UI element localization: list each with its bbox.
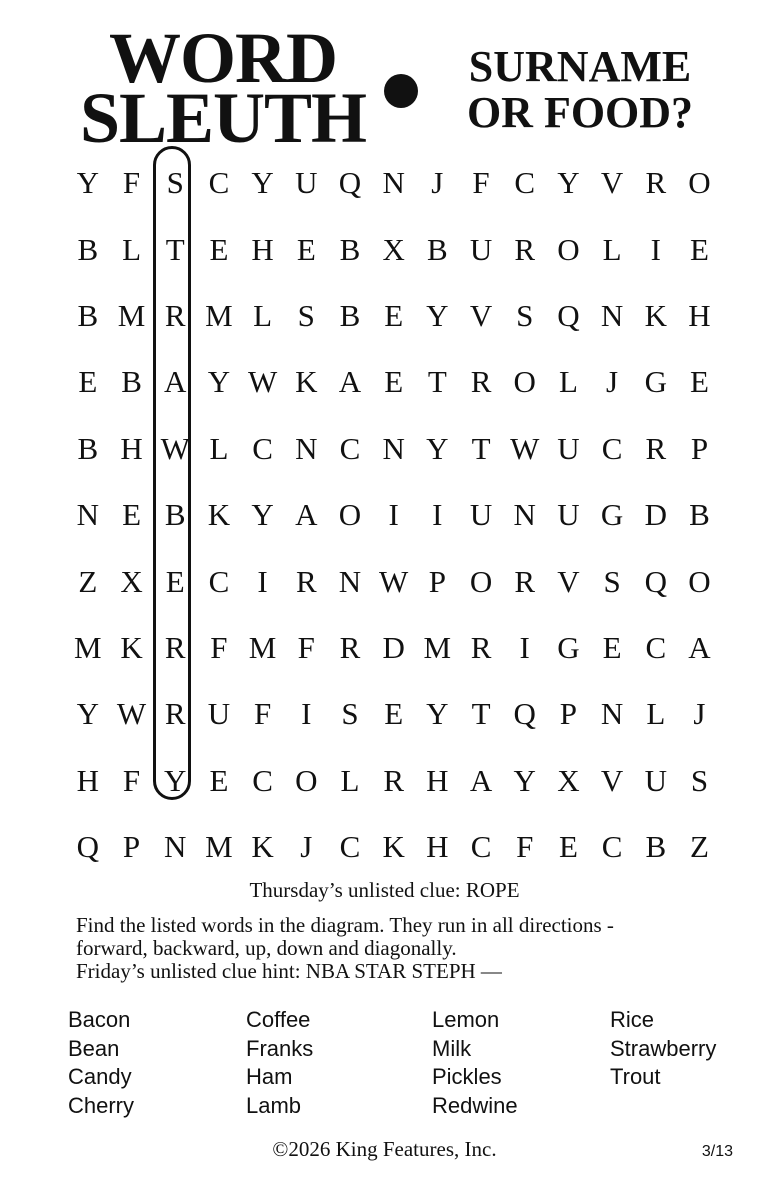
grid-letter[interactable]: H [426,762,449,798]
grid-letter[interactable]: E [690,364,709,400]
thursday-clue: Thursday’s unlisted clue: ROPE [249,878,520,902]
grid-letter[interactable]: L [340,762,360,798]
grid-letter[interactable]: F [122,762,141,798]
grid-letter[interactable]: C [601,829,623,865]
grid-letter[interactable]: L [122,231,141,267]
grid-letter[interactable]: Y [426,696,449,732]
grid-letter[interactable]: C [514,165,536,201]
grid-letter[interactable]: E [690,231,709,267]
grid-letter[interactable]: K [295,364,318,400]
instructions-line-1: Find the listed words in the diagram. They run in all directions - [76,913,614,937]
grid-letter[interactable]: Y [207,364,231,400]
word-list-column [432,1006,610,1120]
grid-letter[interactable]: V [469,297,493,333]
grid-letter[interactable]: Q [76,829,100,865]
grid-letter[interactable]: Q [513,696,536,732]
grid-letter[interactable]: U [557,430,580,466]
grid-letter[interactable]: H [251,231,274,267]
grid-letter[interactable]: P [428,563,446,599]
grid-letter[interactable]: R [514,231,536,267]
grid-letter[interactable]: B [164,497,186,533]
grid-letter[interactable]: A [469,762,493,798]
grid-letter[interactable]: M [117,297,146,333]
grid-letter[interactable]: S [341,696,359,732]
grid-letter[interactable]: V [557,563,580,599]
grid-letter[interactable]: M [74,629,102,665]
grid-letter[interactable]: F [297,629,315,665]
grid-letter[interactable]: B [77,430,99,466]
grid-letter[interactable]: Y [251,165,274,201]
grid-letter[interactable]: U [557,497,580,533]
grid-letter[interactable]: Y [164,762,187,798]
word-list-item: Bacon [68,1007,131,1032]
grid-letter[interactable]: S [603,563,621,599]
grid-letter[interactable]: S [297,297,315,333]
word-list-item: Strawberry [610,1035,717,1061]
grid-letter[interactable]: I [301,696,312,732]
grid-letter[interactable]: R [514,563,536,599]
grid-letter[interactable]: K [120,629,143,665]
grid-letter[interactable]: A [295,497,318,533]
word-list [68,1006,750,1120]
grid-letter[interactable]: O [469,563,493,599]
grid-letter[interactable]: Y [426,297,449,333]
grid-letter[interactable]: B [339,297,361,333]
word-list-column [246,1006,432,1120]
grid-letter[interactable]: R [164,629,186,665]
bullet-dot [384,74,418,108]
word-list-item: Redwine [432,1092,518,1118]
grid-letter[interactable]: R [645,165,667,201]
grid-letter[interactable]: Q [644,563,667,599]
puzzle-date: 3/13 [701,1143,733,1160]
grid-letter[interactable]: N [600,696,624,732]
puzzle-title [68,18,378,158]
grid-letter[interactable]: N [382,430,405,466]
grid-letter[interactable]: N [382,165,405,201]
grid-letter[interactable]: Z [690,829,709,865]
word-list-item: Lamb [246,1092,302,1118]
grid-letter[interactable]: N [164,829,187,865]
grid-letter[interactable]: A [164,364,187,400]
grid-letter[interactable]: F [472,165,490,201]
grid-letter[interactable]: A [688,629,711,665]
grid-letter[interactable]: U [469,231,493,267]
grid-letter[interactable]: T [471,696,491,732]
grid-letter[interactable]: G [557,629,580,665]
grid-letter[interactable]: I [650,231,661,267]
grid-letter[interactable]: K [382,829,405,865]
grid-letter[interactable]: A [338,364,362,400]
grid-letter[interactable]: U [295,165,318,201]
grid-letter[interactable]: P [559,696,578,732]
grid-letter[interactable]: W [510,430,540,466]
grid-letter[interactable]: O [513,364,536,400]
grid-letter[interactable]: J [693,696,706,732]
grid-letter[interactable]: H [426,829,449,865]
grid-letter[interactable]: C [252,430,273,466]
grid-letter[interactable]: U [469,497,493,533]
grid-letter[interactable]: E [78,364,98,400]
grid-letter[interactable]: N [513,497,536,533]
grid-letter[interactable]: N [600,297,624,333]
grid-letter[interactable]: R [383,762,404,798]
grid-letter[interactable]: B [339,231,361,267]
grid-letter[interactable]: P [690,430,709,466]
grid-letter[interactable]: V [600,762,624,798]
grid-letter[interactable]: I [257,563,268,599]
grid-letter[interactable]: U [644,762,667,798]
grid-letter[interactable]: J [300,829,313,865]
grid-letter[interactable]: C [339,430,361,466]
theme-line-1: SURNAME [468,42,692,91]
grid-letter[interactable]: N [295,430,318,466]
grid-letter[interactable]: C [645,629,667,665]
grid-letter[interactable]: O [688,563,711,599]
word-list-item: Rice [610,1007,655,1032]
word-list-item: Milk [432,1035,472,1061]
word-list-item: Trout [610,1064,661,1089]
grid-letter[interactable]: Q [557,297,580,333]
grid-letter[interactable]: E [165,563,185,599]
grid-letter[interactable]: S [516,297,534,333]
title-line-1: WORD [109,18,337,98]
grid-letter[interactable]: F [253,696,272,732]
grid-letter[interactable]: I [388,497,399,533]
word-list-item: Ham [246,1064,293,1089]
grid-letter[interactable]: E [296,231,316,267]
grid-letter[interactable]: U [207,696,231,732]
grid-letter[interactable]: W [160,430,190,466]
grid-letter[interactable]: J [606,364,619,400]
grid-letter[interactable]: B [645,829,667,865]
grid-letter[interactable]: E [602,629,622,665]
grid-letter[interactable]: C [208,165,230,201]
grid-letter[interactable]: E [209,762,229,798]
grid-letter[interactable]: B [427,231,448,267]
grid-letter[interactable]: M [423,629,452,665]
instructions-line-2: forward, backward, up, down and diagonally. [76,936,457,960]
grid-letter[interactable]: O [338,497,362,533]
grid-letter[interactable]: K [251,829,274,865]
grid-letter[interactable]: C [252,762,273,798]
grid-letter[interactable]: T [165,231,185,267]
word-list-column [610,1006,750,1120]
grid-letter[interactable]: N [76,497,100,533]
grid-letter[interactable]: B [689,497,710,533]
word-list-item: Coffee [246,1007,311,1032]
grid-letter[interactable]: K [644,297,667,333]
grid-letter[interactable]: G [644,364,667,400]
title-line-2: SLEUTH [79,78,367,158]
grid-letter[interactable]: N [338,563,362,599]
grid-letter[interactable]: I [519,629,530,665]
grid-letter[interactable]: V [600,165,624,201]
grid-letter[interactable]: X [382,231,405,267]
grid-letter[interactable]: Q [338,165,362,201]
grid-letter[interactable]: R [295,563,317,599]
grid-letter[interactable]: C [470,829,492,865]
instructions [76,914,736,983]
grid-letter[interactable]: E [384,297,404,333]
grid-letter[interactable]: C [208,563,230,599]
found-word-circle [153,146,191,800]
grid-letter[interactable]: R [470,364,492,400]
grid-letter[interactable]: R [164,696,186,732]
grid-letter[interactable]: L [602,231,622,267]
grid-letter[interactable]: P [122,829,141,865]
grid-letter[interactable]: M [248,629,277,665]
grid-letter[interactable]: L [558,364,578,400]
grid-letter[interactable]: Z [78,563,98,599]
grid-letter[interactable]: W [116,696,147,732]
grid-letter[interactable]: I [432,497,443,533]
grid-letter[interactable]: T [427,364,447,400]
grid-letter[interactable]: D [644,497,667,533]
grid-letter[interactable]: W [379,563,409,599]
grid-letter[interactable]: E [558,829,578,865]
grid-letter[interactable]: E [122,497,141,533]
grid-letter[interactable]: Y [251,497,274,533]
grid-letter[interactable]: R [645,430,667,466]
grid-letter[interactable]: F [210,629,228,665]
grid-letter[interactable]: D [382,629,405,665]
grid-letter[interactable]: X [557,762,580,798]
grid-letter[interactable]: B [121,364,142,400]
grid-letter[interactable]: H [120,430,143,466]
grid-letter[interactable]: S [690,762,709,798]
puzzle-theme [430,44,730,136]
grid-letter[interactable]: L [253,297,273,333]
grid-letter[interactable]: C [601,430,623,466]
word-list-item: Candy [68,1064,132,1089]
grid-letter[interactable]: W [247,364,278,400]
grid-letter[interactable]: E [384,364,404,400]
grid-letter[interactable]: S [166,165,184,201]
grid-letter[interactable]: E [209,231,229,267]
grid-letter[interactable]: R [164,297,186,333]
grid-letter[interactable]: R [339,629,361,665]
grid-letter[interactable]: O [557,231,580,267]
grid-letter[interactable]: E [384,696,404,732]
grid-letter[interactable]: R [470,629,492,665]
word-list-item: Lemon [432,1007,500,1032]
grid-letter[interactable]: Y [513,762,536,798]
grid-letter[interactable]: L [646,696,666,732]
grid-letter[interactable]: C [339,829,361,865]
theme-line-2: OR FOOD? [466,88,694,137]
grid-letter[interactable]: X [120,563,143,599]
grid-letter[interactable]: B [77,231,99,267]
grid-letter[interactable]: J [431,165,444,201]
grid-letter[interactable]: H [76,762,100,798]
grid-letter[interactable]: Y [426,430,449,466]
grid-letter[interactable]: T [471,430,491,466]
grid-letter[interactable]: G [600,497,624,533]
grid-letter[interactable]: K [207,497,231,533]
grid-letter[interactable]: F [516,829,534,865]
word-list-item: Franks [246,1035,314,1061]
word-list-column [68,1006,246,1120]
grid-letter[interactable]: M [205,297,233,333]
copyright: ©2026 King Features, Inc. [272,1137,497,1161]
grid-letter[interactable]: Y [557,165,580,201]
grid-letter[interactable]: F [122,165,141,201]
word-list-item: Pickles [432,1064,502,1089]
grid-letter[interactable]: M [205,829,233,865]
grid-letter[interactable]: H [688,297,711,333]
friday-hint: Friday’s unlisted clue hint: NBA STAR STEPH — [76,959,502,983]
grid-letter[interactable]: Y [76,696,100,732]
grid-letter[interactable]: Y [76,165,100,201]
grid-letter[interactable]: B [77,297,99,333]
grid-letter[interactable]: O [295,762,318,798]
grid-letter[interactable]: O [688,165,711,201]
word-list-item: Bean [68,1035,120,1061]
word-list-item: Cherry [68,1092,135,1118]
grid-letter[interactable]: L [209,430,229,466]
